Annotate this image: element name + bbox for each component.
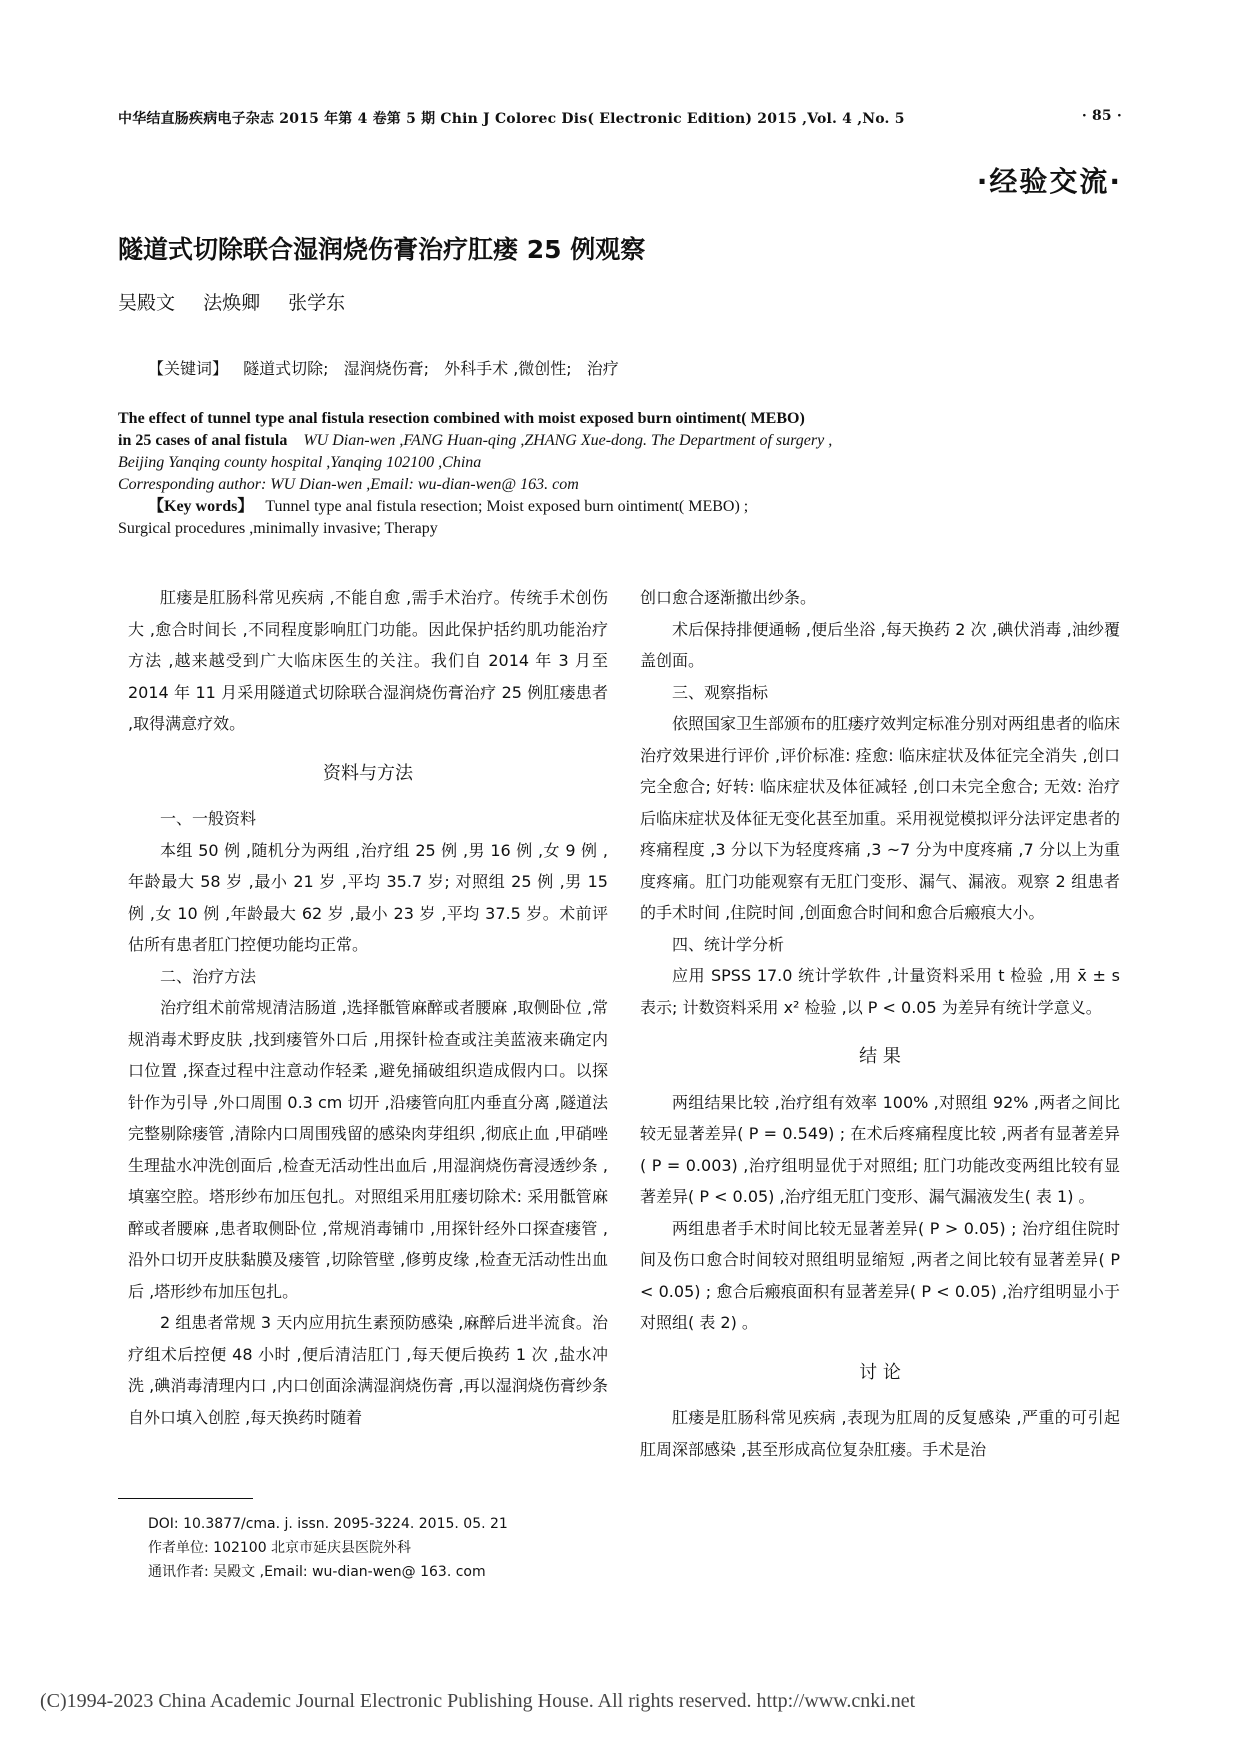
left-column	[128, 582, 608, 1433]
english-title-line1: The effect of tunnel type anal fistula resection combined with moist exposed burn ointiment( MEBO)	[118, 410, 805, 427]
english-keywords-line1: Tunnel type anal fistula resection; Moist exposed burn ointiment( MEBO) ;	[265, 498, 749, 515]
author: 法焕卿	[203, 292, 261, 314]
author-list	[118, 288, 367, 315]
english-title-tail: in 25 cases of anal fistula	[118, 432, 288, 449]
author: 吴殿文	[118, 292, 176, 314]
paragraph-postop: 2 组患者常规 3 天内应用抗生素预防感染 ,麻醉后进半流食。治疗组术后控便 48 小时 ,便后清洁肛门 ,每天便后换药 1 次 ,盐水冲洗 ,碘消毒清理内口 ,内口创面涂满湿润烧伤膏 ,再以湿润烧伤膏纱条自外口填入创腔 ,每天换药时随着	[128, 1313, 608, 1427]
author: 张学东	[288, 292, 346, 314]
copyright-notice: (C)1994-2023 China Academic Journal Electronic Publishing House. All rights reserved. http://www.cnki.net	[40, 1690, 916, 1712]
paragraph-care: 术后保持排便通畅 ,便后坐浴 ,每天换药 2 次 ,碘伏消毒 ,油纱覆盖创面。	[640, 619, 1120, 670]
english-abstract	[118, 408, 1118, 540]
subheading-statistics: 四、统计学分析	[672, 934, 785, 954]
english-keywords	[118, 496, 1118, 518]
keyword: 隧道式切除;	[243, 359, 329, 378]
article-title: 隧道式切除联合湿润烧伤膏治疗肛瘘 25 例观察	[118, 235, 646, 264]
section-tag: ·经验交流·	[976, 165, 1122, 198]
subheading-general: 一、一般资料	[160, 809, 257, 828]
section-heading-discussion: 讨 论	[859, 1361, 901, 1383]
english-authors: WU Dian-wen ,FANG Huan-qing ,ZHANG Xue-dong. The Department of surgery ,	[303, 432, 833, 449]
paragraph-results-2: 两组患者手术时间比较无显著差异( P > 0.05) ; 治疗组住院时间及伤口愈合时间较对照组明显缩短 ,两者之间比较有显著差异( P < 0.05) ; 愈合后瘢痕面积有显著差异( P < 0.05) ,治疗组明显小于对照组( 表 2) 。	[640, 1218, 1120, 1332]
paragraph-statistics: 应用 SPSS 17.0 统计学软件 ,计量资料采用 t 检验 ,用 x̄ ± s 表示; 计数资料采用 x² 检验 ,以 P < 0.05 为差异有统计学意义。	[640, 966, 1120, 1017]
subheading-observation: 三、观察指标	[672, 682, 769, 702]
keyword: 外科手术 ,微创性;	[444, 359, 572, 378]
footnotes	[148, 1512, 508, 1584]
english-affiliation: Beijing Yanqing county hospital ,Yanqing 102100 ,China	[118, 454, 482, 471]
paragraph-results-1: 两组结果比较 ,治疗组有效率 100% ,对照组 92% ,两者之间比较无显著差异( P = 0.549) ; 在术后疼痛程度比较 ,两者有显著差异( P = 0.003) ,治疗组明显优于对照组; 肛门功能改变两组比较有显著差异( P < 0.05) ,治疗组无肛门变形、漏气漏液发生( 表 1) 。	[640, 1092, 1120, 1206]
footnote-corresponding: 通讯作者: 吴殿文 ,Email: wu-dian-wen@ 163. com	[148, 1564, 486, 1580]
keyword: 治疗	[586, 359, 619, 378]
keywords-cn	[148, 356, 619, 379]
paragraph-treatment: 治疗组术前常规清洁肠道 ,选择骶管麻醉或者腰麻 ,取侧卧位 ,常规消毒术野皮肤 ,找到瘘管外口后 ,用探针检查或注美蓝液来确定内口位置 ,探查过程中注意动作轻柔 ,避免捅破组织造成假内口。以探针作为引导 ,外口周围 0.3 cm 切开 ,沿瘘管向肛内垂直分离 ,隧道法完整剔除瘘管 ,清除内口周围残留的感染肉芽组织 ,彻底止血 ,甲硝唑生理盐水冲洗创面后 ,检查无活动性出血后 ,用湿润烧伤膏浸透纱条 ,填塞空腔。塔形纱布加压包扎。对照组采用肛瘘切除术: 采用骶管麻醉或者腰麻 ,患者取侧卧位 ,常规消毒铺巾 ,用探针经外口探查瘘管 ,沿外口切开皮肤黏膜及瘘管 ,切除管壁 ,修剪皮缘 ,检查无活动性出血后 ,塔形纱布加压包扎。	[128, 998, 608, 1301]
english-keywords-label: 【Key words】	[148, 498, 254, 515]
paragraph-observation: 依照国家卫生部颁布的肛瘘疗效判定标准分别对两组患者的临床治疗效果进行评价 ,评价标准: 痊愈: 临床症状及体征完全消失 ,创口完全愈合; 好转: 临床症状及体征减轻 ,创口未完全愈合; 无效: 治疗后临床症状及体征无变化甚至加重。采用视觉模拟评分法评定患者的疼痛程度 ,3 分以下为轻度疼痛 ,3 ~7 分为中度疼痛 ,7 分以上为重度疼痛。肛门功能观察有无肛门变形、漏气、漏液。观察 2 组患者的手术时间 ,住院时间 ,创面愈合时间和愈合后瘢痕大小。	[640, 714, 1121, 922]
subheading-treatment: 二、治疗方法	[160, 966, 257, 986]
paragraph-discussion: 肛瘘是肛肠科常见疾病 ,表现为肛周的反复感染 ,严重的可引起肛周深部感染 ,甚至形成高位复杂肛瘘。手术是治	[640, 1408, 1120, 1459]
section-heading-methods: 资料与方法	[323, 762, 413, 784]
intro-paragraph: 肛瘘是肛肠科常见疾病 ,不能自愈 ,需手术治疗。传统手术创伤大 ,愈合时间长 ,不同程度影响肛门功能。因此保护括约肌功能治疗方法 ,越来越受到广大临床医生的关注。我们自 2014 年 3 月至 2014 年 11 月采用隧道式切除联合湿润烧伤膏治疗 25 例肛瘘患者 ,取得满意疗效。	[128, 588, 608, 733]
footnote-unit: 作者单位: 102100 北京市延庆县医院外科	[148, 1540, 412, 1556]
section-heading-results: 结 果	[859, 1046, 901, 1067]
english-corresponding: Corresponding author: WU Dian-wen ,Email: wu-dian-wen@ 163. com	[118, 476, 579, 493]
right-column	[640, 582, 1120, 1465]
keywords-label: 【关键词】	[148, 359, 229, 378]
page-number: · 85 ·	[1081, 108, 1122, 124]
english-title-line2	[118, 430, 1118, 452]
keyword: 湿润烧伤膏;	[343, 359, 430, 378]
footnote-divider	[118, 1498, 253, 1499]
paragraph-continued: 创口愈合逐渐撤出纱条。	[640, 588, 817, 607]
footnote-doi: DOI: 10.3877/cma. j. issn. 2095-3224. 2015. 05. 21	[148, 1516, 508, 1532]
journal-citation: 中华结直肠疾病电子杂志 2015 年第 4 卷第 5 期 Chin J Colorec Dis( Electronic Edition) 2015 ,Vol. 4 ,No. 5	[118, 111, 905, 127]
paragraph-general-data: 本组 50 例 ,随机分为两组 ,治疗组 25 例 ,男 16 例 ,女 9 例 ,年龄最大 58 岁 ,最小 21 岁 ,平均 35.7 岁; 对照组 25 例 ,男 15 例 ,女 10 例 ,年龄最大 62 岁 ,最小 23 岁 ,平均 37.5 岁。术前评估所有患者肛门控便功能均正常。	[128, 840, 608, 954]
english-keywords-line2: Surgical procedures ,minimally invasive; Therapy	[118, 520, 438, 537]
